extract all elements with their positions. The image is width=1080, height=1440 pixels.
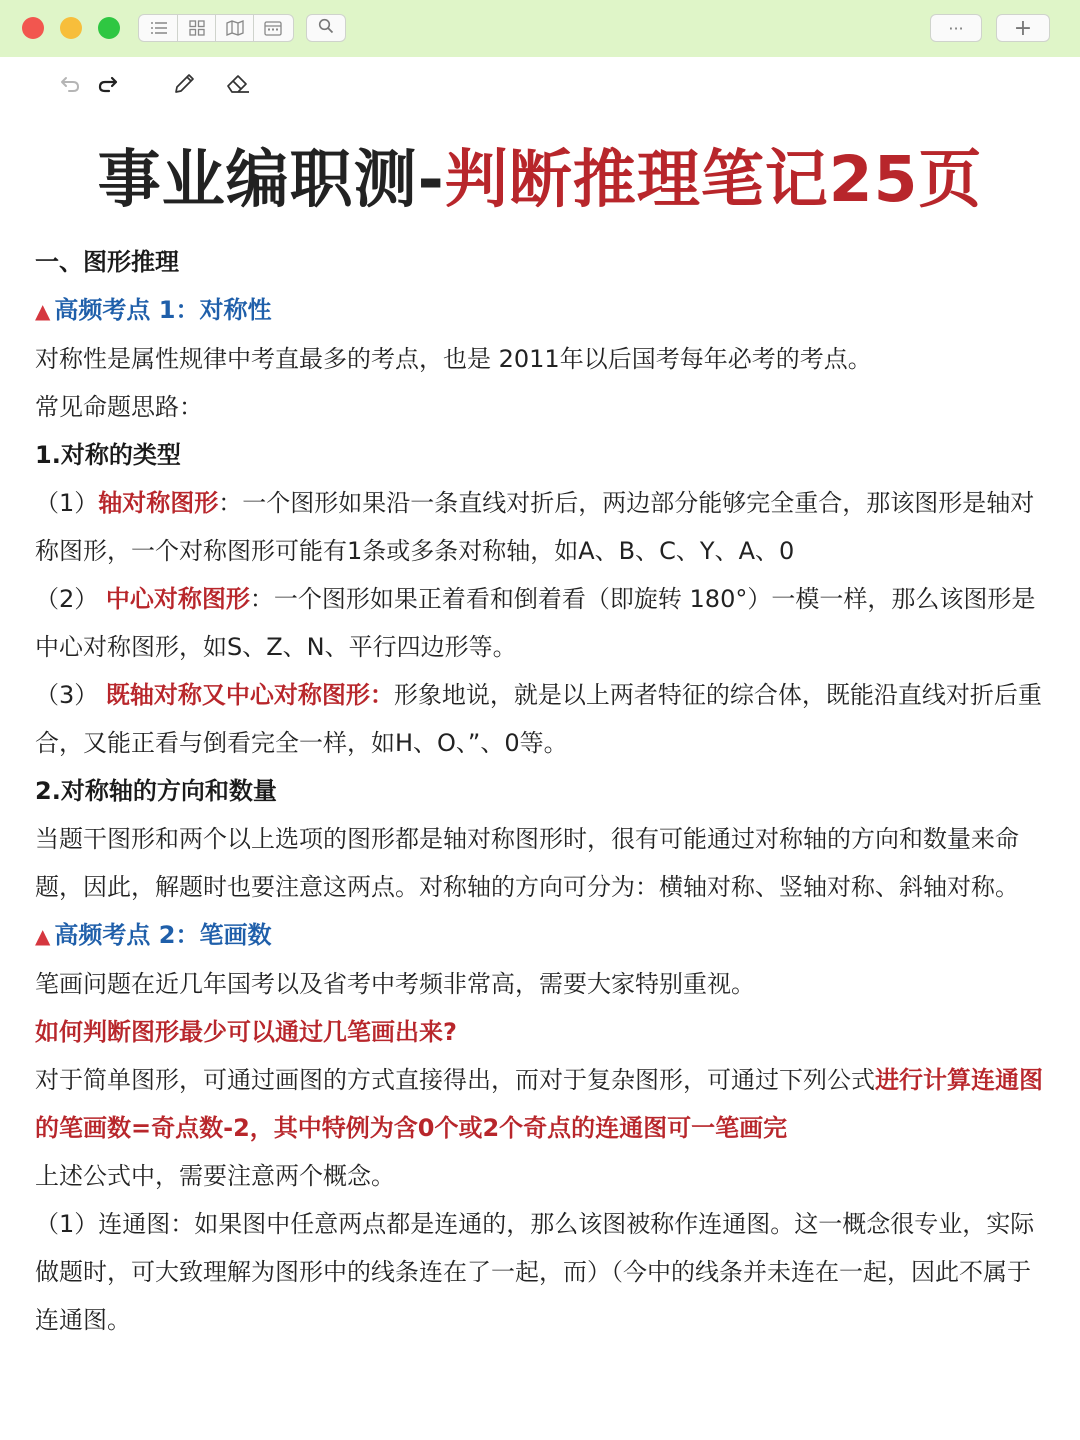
zoom-window-button[interactable] [98, 17, 120, 39]
close-window-button[interactable] [22, 17, 44, 39]
paragraph: 上述公式中，需要注意两个概念。 [35, 1162, 395, 1190]
key-point-title: 高频考点 1：对称性 [54, 296, 272, 324]
term-highlight: 既轴对称又中心对称图形： [105, 681, 394, 709]
search-button[interactable] [306, 14, 346, 42]
undo-icon[interactable] [54, 68, 86, 100]
item-text: ：一个图形如果沿一条直线对折后，两边部分能够完全重合，那该图形是轴对称图形，一个对称图形可能有1条或多条对称轴，如A、B、C、Y、A、0 [35, 489, 1035, 565]
key-point-title: 高频考点 2：笔画数 [54, 921, 272, 949]
view-switcher [138, 14, 294, 42]
editor-toolbar [0, 62, 1080, 106]
window-titlebar [0, 0, 1080, 57]
add-button[interactable] [996, 14, 1050, 42]
term-highlight: 轴对称图形 [98, 489, 219, 517]
title-black: 事业编职测- [97, 143, 445, 216]
item-text: 形象地说，就是以上两者特征的综合体，既能沿直线对折后重合，又能正看与倒看完全一样，如H、O、”、0等。 [35, 681, 1042, 757]
redo-icon[interactable] [92, 68, 124, 100]
paragraph: 当题干图形和两个以上选项的图形都是轴对称图形时，很有可能通过对称轴的方向和数量来命题，因此，解题时也要注意这两点。对称轴的方向可分为：横轴对称、竖轴对称、斜轴对称。 [35, 825, 1019, 901]
list-icon[interactable] [140, 15, 178, 41]
list-item [35, 671, 1050, 767]
note-body [35, 238, 1050, 1344]
grid-icon[interactable] [178, 15, 216, 41]
page-title [0, 140, 1080, 220]
question-heading: 如何判断图形最少可以通过几笔画出来? [35, 1018, 457, 1046]
formula-highlight: 进行计算连通图的笔画数=奇点数-2，其中特例为含0个或2个奇点的连通图可一笔画完 [35, 1066, 1043, 1142]
paragraph: 对称性是属性规律中考直最多的考点，也是 2011年以后国考每年必考的考点。 [35, 345, 872, 373]
paragraph: （1）连通图：如果图中任意两点都是连通的，那么该图被称作连通图。这一概念很专业，实际做题时，可大致理解为图形中的线条连在了一起，而）（今中的线条并未连在一起，因此不属于连通图。 [35, 1210, 1035, 1334]
sub-heading: 1.对称的类型 [35, 441, 181, 469]
minimize-window-button[interactable] [60, 17, 82, 39]
section-heading: 一、图形推理 [35, 248, 179, 276]
item-number: （2） [35, 585, 106, 613]
search-icon [318, 18, 334, 38]
calendar-icon[interactable] [254, 15, 292, 41]
title-red: 判断推理笔记25页 [444, 143, 983, 216]
more-icon: ··· [948, 18, 964, 38]
key-point-heading [35, 286, 1050, 335]
paragraph: 常见命题思路： [35, 393, 203, 421]
key-point-heading [35, 911, 1050, 960]
plus-icon: + [1013, 15, 1033, 41]
item-text: ：一个图形如果正着看和倒着看（即旋转 180°）一模一样，那么该图形是中心对称图形，如S、Z、N、平行四边形等。 [35, 585, 1036, 661]
paragraph: 笔画问题在近几年国考以及省考中考频非常高，需要大家特别重视。 [35, 970, 755, 998]
triangle-icon: ▲ [35, 924, 51, 948]
item-number: （1） [35, 489, 99, 517]
paragraph-text: 对于简单图形，可通过画图的方式直接得出，而对于复杂图形，可通过下列公式 [35, 1066, 875, 1094]
sub-heading: 2.对称轴的方向和数量 [35, 777, 277, 805]
list-item [35, 575, 1050, 671]
map-icon[interactable] [216, 15, 254, 41]
term-highlight: 中心对称图形 [105, 585, 250, 613]
paragraph [35, 1056, 1050, 1152]
more-button[interactable] [930, 14, 982, 42]
list-item [35, 479, 1050, 575]
pencil-icon[interactable] [168, 68, 200, 100]
eraser-icon[interactable] [222, 68, 254, 100]
triangle-icon: ▲ [35, 299, 51, 323]
item-number: （3） [35, 681, 106, 709]
